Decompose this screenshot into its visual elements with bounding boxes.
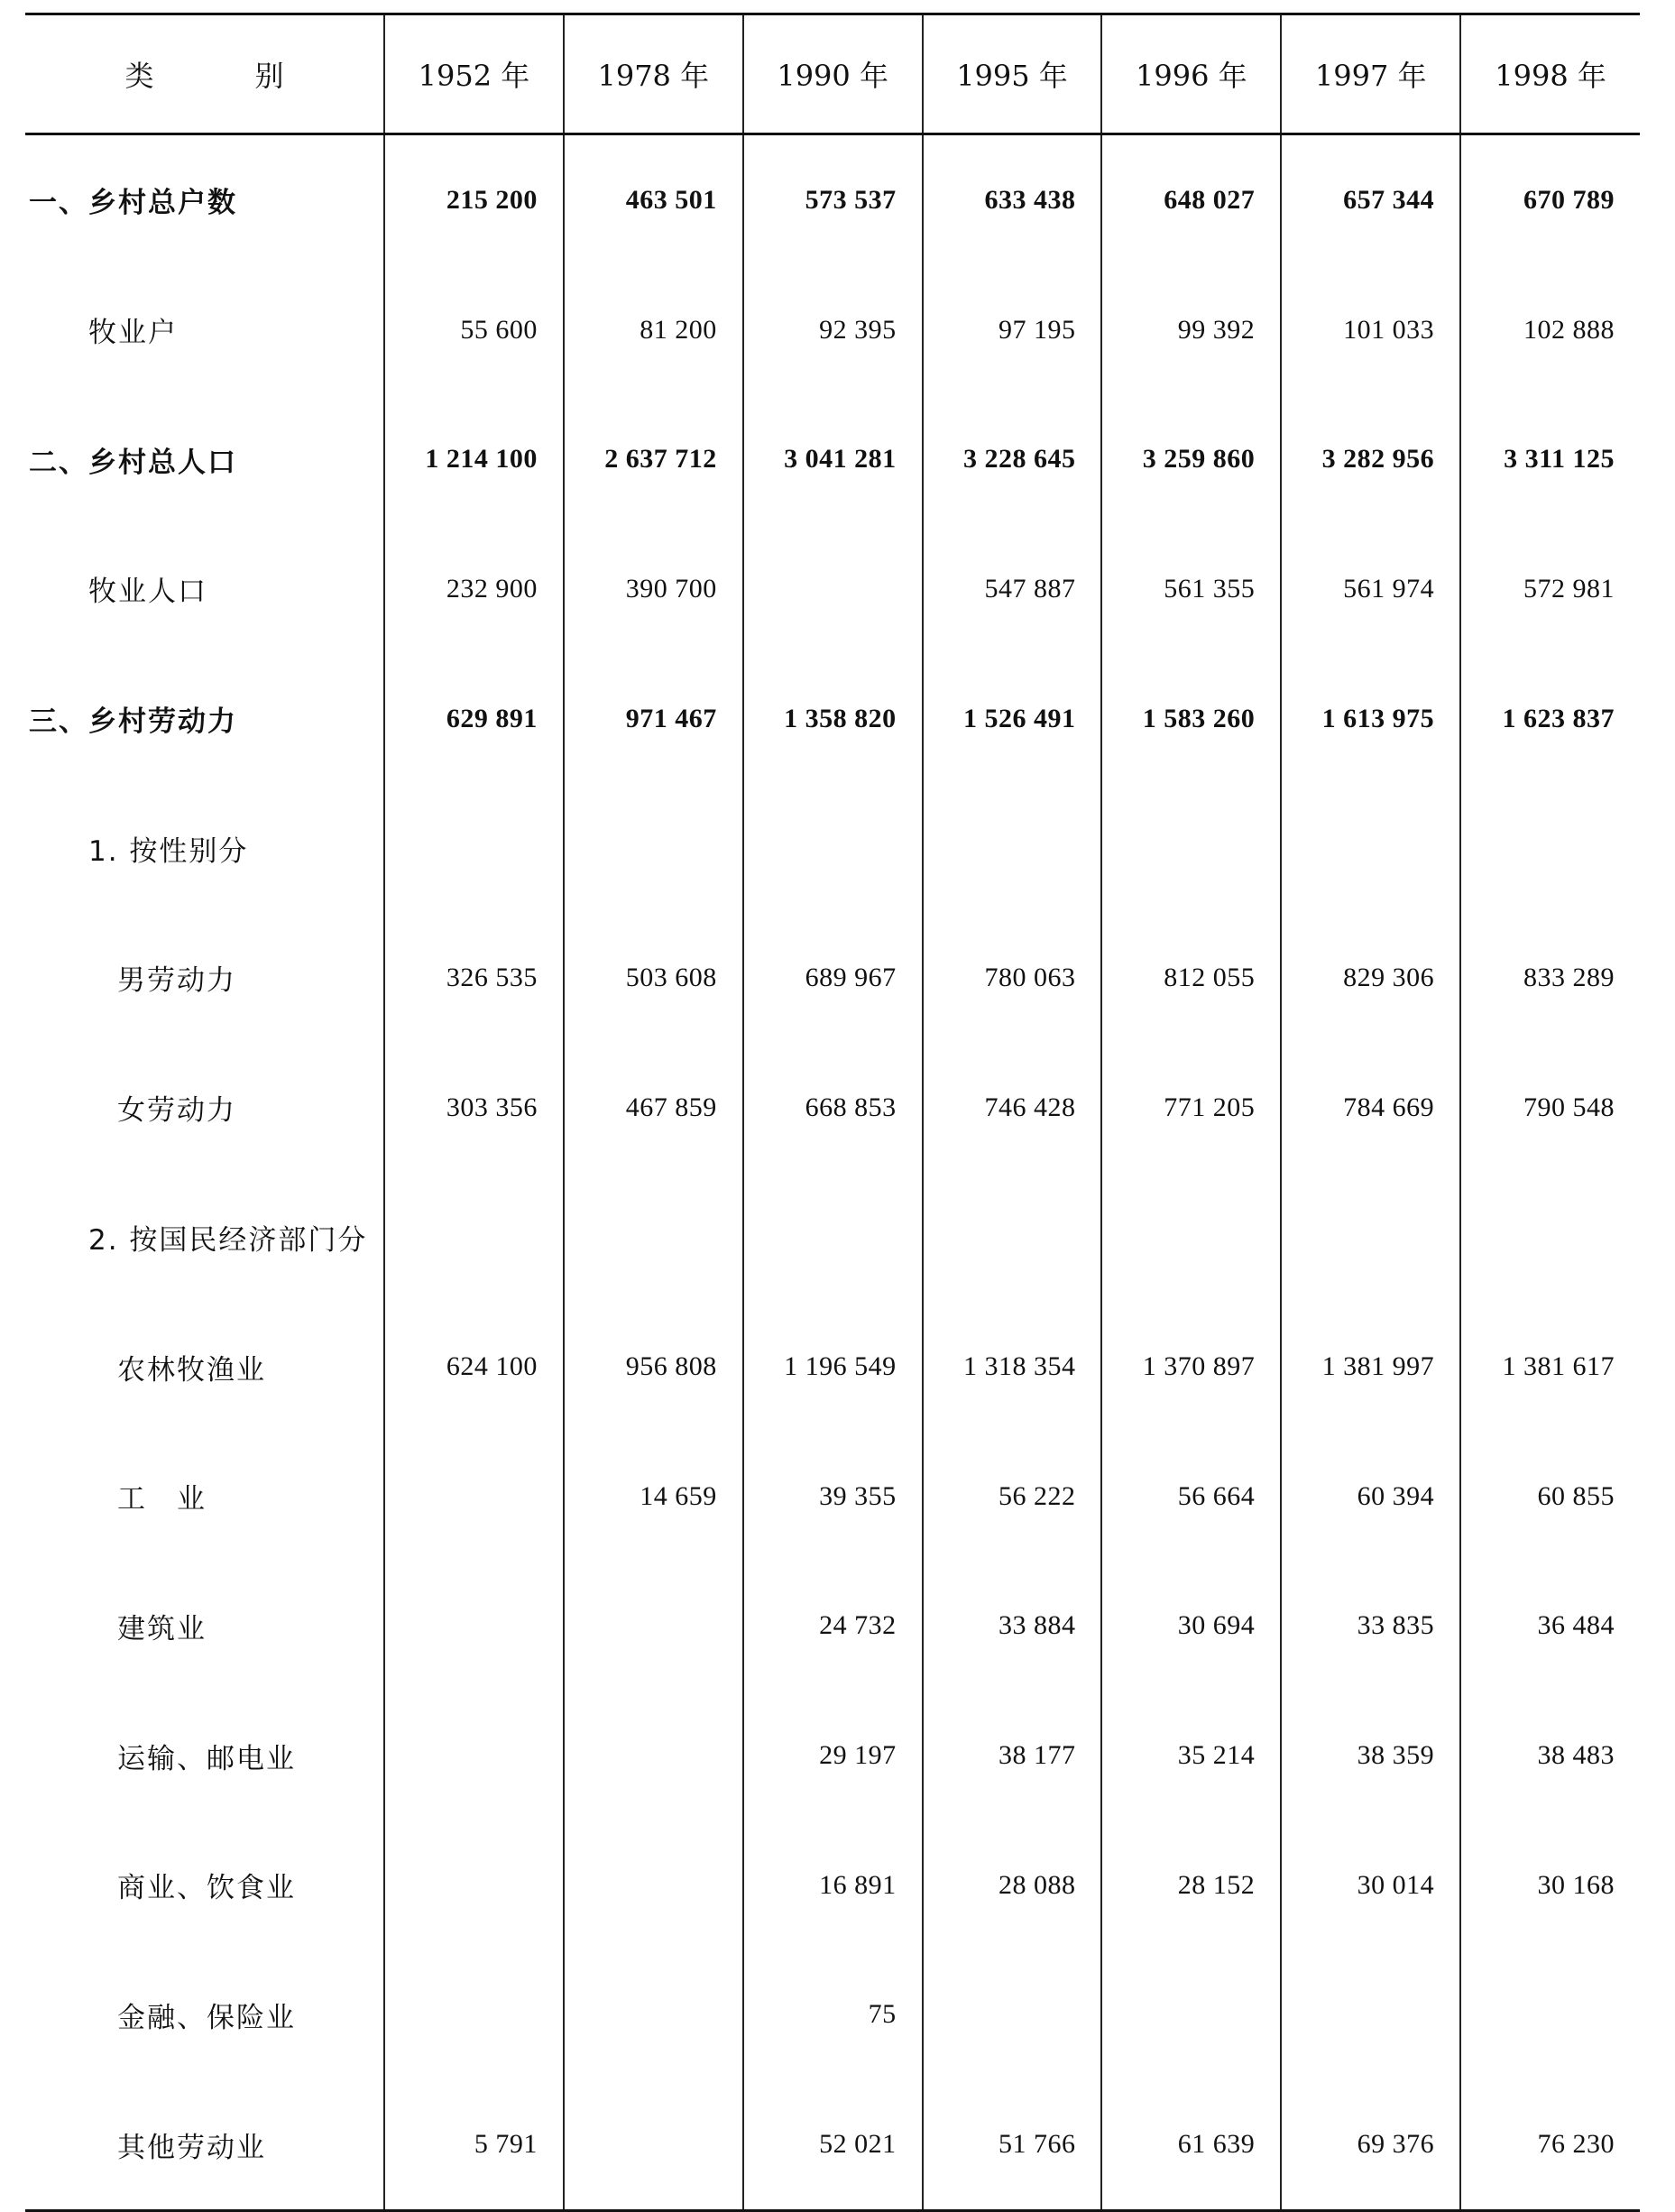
table-cell: 81 200 (564, 265, 743, 395)
table-cell: 971 467 (564, 654, 743, 784)
row-label: 2. 按国民经济部门分 (88, 1223, 368, 1257)
table-row-female-labor (25, 1043, 1640, 1173)
table-cell: 76 230 (1460, 2079, 1640, 2210)
row-label: 一、乡村总户数 (29, 187, 237, 220)
table-cell: 28 152 (1101, 1820, 1281, 1950)
table-cell (384, 1820, 564, 1950)
table-cell: 1 318 354 (923, 1302, 1102, 1432)
table-row-total-population (25, 394, 1640, 524)
table-cell: 390 700 (564, 524, 743, 654)
table-row-transport-post (25, 1691, 1640, 1820)
column-header-year: 1952 年 (384, 14, 564, 134)
table-cell: 3 311 125 (1460, 394, 1640, 524)
table-cell: 829 306 (1281, 913, 1460, 1043)
column-header-year: 1990 年 (743, 14, 923, 134)
table-cell: 668 853 (743, 1043, 923, 1173)
table-cell: 1 583 260 (1101, 654, 1281, 784)
table-cell (384, 1950, 564, 2080)
table-cell (384, 783, 564, 913)
table-cell: 790 548 (1460, 1043, 1640, 1173)
table-cell: 5 791 (384, 2079, 564, 2210)
table-cell: 561 355 (1101, 524, 1281, 654)
row-label: 其他劳动业 (25, 2079, 384, 2210)
table-cell (1101, 783, 1281, 913)
row-label: 三、乡村劳动力 (29, 705, 237, 739)
table-cell (564, 2079, 743, 2210)
table-cell: 99 392 (1101, 265, 1281, 395)
table-cell (564, 1562, 743, 1691)
table-cell (564, 1691, 743, 1820)
row-label: 牧业人口 (88, 576, 207, 609)
table-cell: 1 381 617 (1460, 1302, 1640, 1432)
table-row-rural-labor (25, 654, 1640, 784)
table-cell: 92 395 (743, 265, 923, 395)
table-cell (384, 1432, 564, 1562)
table-cell: 52 021 (743, 2079, 923, 2210)
row-label: 牧业户 (88, 317, 178, 350)
table-cell (923, 783, 1102, 913)
row-label: 女劳动力 (117, 1094, 236, 1128)
table-row-finance-insurance (25, 1950, 1640, 2080)
table-row-total-households (25, 134, 1640, 265)
table-cell: 61 639 (1101, 2079, 1281, 2210)
table-cell: 3 259 860 (1101, 394, 1281, 524)
table-cell: 75 (743, 1950, 923, 2080)
table-cell: 467 859 (564, 1043, 743, 1173)
table-cell: 232 900 (384, 524, 564, 654)
table-cell: 28 088 (923, 1820, 1102, 1950)
table-cell: 14 659 (564, 1432, 743, 1562)
table-cell (923, 1173, 1102, 1303)
table-cell: 572 981 (1460, 524, 1640, 654)
table-cell: 36 484 (1460, 1562, 1640, 1691)
table-cell (384, 1691, 564, 1820)
table-cell: 55 600 (384, 265, 564, 395)
table-row-agriculture (25, 1302, 1640, 1432)
table-cell (743, 524, 923, 654)
table-cell (743, 1173, 923, 1303)
table-cell: 101 033 (1281, 265, 1460, 395)
table-cell: 69 376 (1281, 2079, 1460, 2210)
table-cell: 573 537 (743, 134, 923, 265)
row-label: 商业、饮食业 (117, 1872, 296, 1905)
table-cell (1101, 1950, 1281, 2080)
table-cell (923, 1950, 1102, 2080)
table-cell: 56 222 (923, 1432, 1102, 1562)
row-label: 金融、保险业 (117, 2001, 296, 2034)
table-cell (1101, 1173, 1281, 1303)
table-cell: 30 168 (1460, 1820, 1640, 1950)
rural-statistics-table (25, 13, 1640, 2212)
table-cell: 3 282 956 (1281, 394, 1460, 524)
table-row-pastoral-population (25, 524, 1640, 654)
row-label: 1. 按性别分 (88, 834, 249, 868)
table-cell: 812 055 (1101, 913, 1281, 1043)
row-label: 农林牧渔业 (117, 1353, 266, 1387)
table-cell: 648 027 (1101, 134, 1281, 265)
table-cell: 35 214 (1101, 1691, 1281, 1820)
table-cell: 1 623 837 (1460, 654, 1640, 784)
table-row-male-labor (25, 913, 1640, 1043)
table-cell: 1 196 549 (743, 1302, 923, 1432)
table-cell: 39 355 (743, 1432, 923, 1562)
table-row-pastoral-households (25, 265, 1640, 395)
table-cell: 771 205 (1101, 1043, 1281, 1173)
table-row-by-gender (25, 783, 1640, 913)
table-cell: 784 669 (1281, 1043, 1460, 1173)
table-cell: 97 195 (923, 265, 1102, 395)
table-cell (564, 1950, 743, 2080)
table-cell: 3 041 281 (743, 394, 923, 524)
table-cell: 33 884 (923, 1562, 1102, 1691)
column-header-year: 1997 年 (1281, 14, 1460, 134)
table-cell: 633 438 (923, 134, 1102, 265)
table-cell: 30 014 (1281, 1820, 1460, 1950)
row-label: 运输、邮电业 (117, 1742, 296, 1775)
table-cell: 326 535 (384, 913, 564, 1043)
table-cell: 561 974 (1281, 524, 1460, 654)
row-label: 二、乡村总人口 (29, 446, 237, 479)
table-cell: 1 358 820 (743, 654, 923, 784)
table-cell: 16 891 (743, 1820, 923, 1950)
table-cell (1460, 1950, 1640, 2080)
table-cell (384, 1562, 564, 1691)
table-cell (564, 1820, 743, 1950)
table-cell (564, 1173, 743, 1303)
table-cell: 56 664 (1101, 1432, 1281, 1562)
column-header-category: 类 别 (25, 14, 384, 134)
table-cell: 60 855 (1460, 1432, 1640, 1562)
table-cell: 1 381 997 (1281, 1302, 1460, 1432)
table-row-commerce-catering (25, 1820, 1640, 1950)
table-cell: 29 197 (743, 1691, 923, 1820)
table-cell (1460, 1173, 1640, 1303)
table-cell: 1 370 897 (1101, 1302, 1281, 1432)
table-cell: 624 100 (384, 1302, 564, 1432)
table-cell: 503 608 (564, 913, 743, 1043)
row-label: 男劳动力 (117, 964, 236, 998)
table-cell: 38 177 (923, 1691, 1102, 1820)
table-cell (1460, 783, 1640, 913)
table-cell (1281, 1950, 1460, 2080)
table-cell (564, 783, 743, 913)
table-cell: 303 356 (384, 1043, 564, 1173)
table-cell: 833 289 (1460, 913, 1640, 1043)
table-cell: 33 835 (1281, 1562, 1460, 1691)
table-cell: 1 526 491 (923, 654, 1102, 784)
table-cell: 30 694 (1101, 1562, 1281, 1691)
table-cell: 60 394 (1281, 1432, 1460, 1562)
column-header-year: 1996 年 (1101, 14, 1281, 134)
table-cell (1281, 783, 1460, 913)
table-row-by-sector (25, 1173, 1640, 1303)
table-cell: 38 359 (1281, 1691, 1460, 1820)
table-cell: 102 888 (1460, 265, 1640, 395)
table-cell: 24 732 (743, 1562, 923, 1691)
column-header-year: 1995 年 (923, 14, 1102, 134)
table-cell: 1 214 100 (384, 394, 564, 524)
table-cell: 215 200 (384, 134, 564, 265)
row-label: 建筑业 (117, 1612, 207, 1645)
table-cell: 51 766 (923, 2079, 1102, 2210)
table-row-industry (25, 1432, 1640, 1562)
table-header-row (25, 14, 1640, 134)
table-cell: 547 887 (923, 524, 1102, 654)
table-row-construction (25, 1562, 1640, 1691)
table-cell: 746 428 (923, 1043, 1102, 1173)
table-cell: 657 344 (1281, 134, 1460, 265)
column-header-year: 1978 年 (564, 14, 743, 134)
table-cell: 1 613 975 (1281, 654, 1460, 784)
table-row-other-labor (25, 2079, 1640, 2210)
table-cell: 780 063 (923, 913, 1102, 1043)
table-cell: 38 483 (1460, 1691, 1640, 1820)
table-cell: 956 808 (564, 1302, 743, 1432)
table-cell (1281, 1173, 1460, 1303)
table-cell: 670 789 (1460, 134, 1640, 265)
table-cell: 689 967 (743, 913, 923, 1043)
column-header-year: 1998 年 (1460, 14, 1640, 134)
table-cell: 629 891 (384, 654, 564, 784)
table-cell (384, 1173, 564, 1303)
table-cell: 2 637 712 (564, 394, 743, 524)
table-cell: 463 501 (564, 134, 743, 265)
table-cell: 3 228 645 (923, 394, 1102, 524)
table-cell (743, 783, 923, 913)
row-label: 工 业 (117, 1483, 207, 1516)
